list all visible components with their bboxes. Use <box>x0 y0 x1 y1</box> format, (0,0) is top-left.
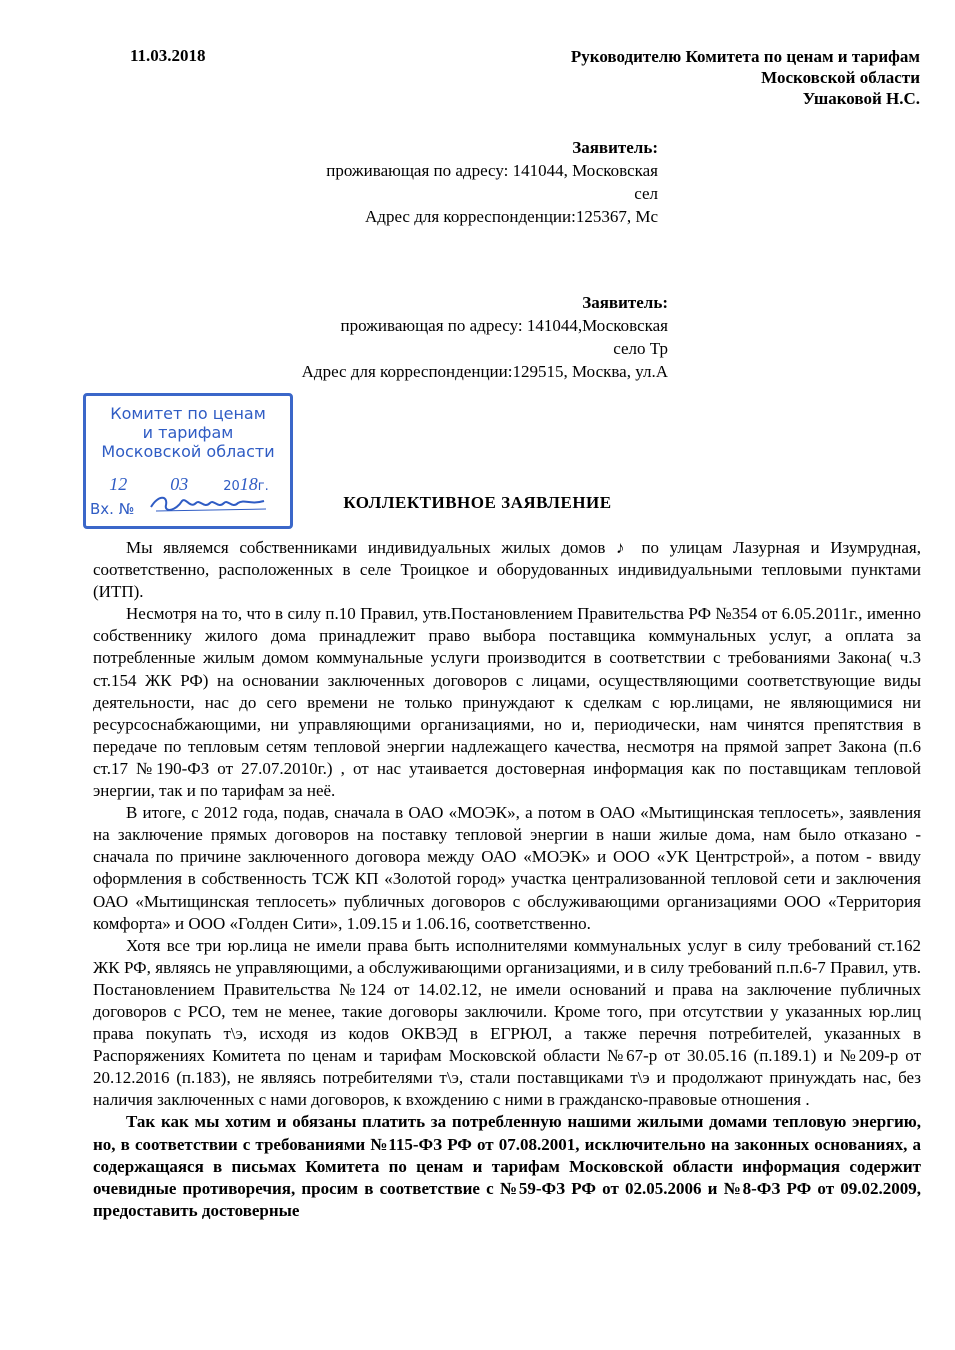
body-paragraph: В итоге, с 2012 года, подав, сначала в ОАО «МОЭК», а потом в ОАО «Мытищинская теплосеть», заявления на заключение прямых договоров на поставку тепловой энергии в наши жилые дома, нам было отказано - сначала по причине заключенного договора между ОАО «МОЭК» и ООО «УК Центрстрой», а потом - ввиду оформления в собственность ТСЖ КП «Золотой город» участка централизованной тепловой сети и заключения ОАО «Мытищинская теплосеть» публичных договоров с обслуживающими организациями ООО «Территория комфорта» и ООО «Голден Сити», 1.09.15 и 1.06.16, соответственно. <box>93 803 921 933</box>
stamp-in-number-label: Вх. № <box>90 500 135 518</box>
applicant-block-2 <box>0 291 668 383</box>
stamp-line: Московской области <box>101 442 275 461</box>
applicant-heading: Заявитель: <box>572 138 658 157</box>
addressee-block <box>571 46 920 109</box>
applicant-address-line: проживающая по адресу: 141044, Московская <box>326 161 658 180</box>
body-paragraph: Мы являемся собственниками индивидуальных жилых домов ♪ по улицам Лазурная и Изумрудная, соответственно, расположенных в селе Троицкое и оборудованных индивидуальными тепловыми пунктами (ИТП). <box>93 538 921 602</box>
applicant-heading: Заявитель: <box>582 293 668 312</box>
applicant-address-line: проживающая по адресу: 141044,Московская <box>340 316 668 335</box>
stamp-year: 18 <box>239 474 258 494</box>
body-paragraph: Хотя все три юр.лица не имели права быть исполнителями коммунальных услуг в силу требований ст.162 ЖК РФ, являясь не управляющими, а обслуживающими организациями, и в силу требований п.п.6-7 Правил, утв. Постановлением Правительства №124 от 14.02.12, не имели оснований и права на заключение публичных договоров с РСО, тем не менее, такие договоры заключили. Кроме того, при отсутствии у указанных юр.лиц права покупать т\э, исходя из кодов ОКВЭД в ЕГРЮЛ, а также перечня потребителей, указанных в Распоряжениях Комитета по ценам и тарифам Московской области №67-р от 30.05.16 (п.189.1) и №209-р от 20.12.2016 (п.183), не являясь потребителями т\э, стали поставщиками т\э и продолжают принуждать нас, без наличия заключенных с нами договоров, к вхождению с ними в гражданско-правовые отношения . <box>93 935 921 1110</box>
body-paragraph-request: Так как мы хотим и обязаны платить за потребленную нашими жилыми домами тепловую энергию, но, в соответствии с требованиями №115-ФЗ РФ от 07.08.2001, исключительно на законных основаниях, а содержащаяся в письмах Комитета по ценам и тарифам Московской области информация содержит очевидные противоречия, просим в соответствие с №59-ФЗ РФ от 02.05.2006 и №8-ФЗ РФ от 09.02.2009, предоставить достоверные <box>93 1112 921 1220</box>
stamp-day: 12 <box>109 474 128 494</box>
applicant-correspondence-line: Адрес для корреспонденции:129515, Москва, ул.А <box>301 362 668 381</box>
applicant-address-line: сел <box>634 184 658 203</box>
stamp-year-prefix: 20 <box>223 479 240 494</box>
stamp-year-suffix: г. <box>257 479 269 494</box>
body-paragraph: Несмотря на то, что в силу п.10 Правил, утв.Постановлением Правительства РФ №354 от 6.05.2011г., именно собственнику жилого дома принадлежит право выбора поставщика коммунальных услуг, а оплата за потребленные жилым домом коммунальные услуги производится в соответствии с требованиями Закона( ч.3 ст.154 ЖК РФ) на основании заключенных договоров с лицами, осуществляющими соответствующие виды деятельности, нас до сего времени не только принуждают к сделкам с юр.лицами, не являющимися ни ресурсоснабжающими, ни управляющими организациями, но и, периодически, нам чинятся препятствия в передаче по тепловым сетям тепловой энергии надлежащего качества, несмотря на прямой запрет Закона (п.6 ст.17 №190-ФЗ от 27.07.2010г.) , от нас утаивается достоверная информация как по поставщикам тепловой энергии, так и по тарифам за неё. <box>93 604 921 801</box>
document-title: КОЛЛЕКТИВНОЕ ЗАЯВЛЕНИЕ <box>343 493 612 512</box>
applicant-correspondence-line: Адрес для корреспонденции:125367, Мс <box>365 207 658 226</box>
applicant-block-1 <box>0 136 658 228</box>
stamp-month: 03 <box>170 474 189 494</box>
applicant-address-line: село Тр <box>613 339 668 358</box>
document-date: 11.03.2018 <box>130 46 206 65</box>
addressee-line: Московской области <box>761 68 920 87</box>
stamp-line: и тарифам <box>142 423 234 442</box>
addressee-line: Ушаковой Н.С. <box>802 89 920 108</box>
document-body <box>93 537 921 1222</box>
addressee-line: Руководителю Комитета по ценам и тарифам <box>570 47 920 66</box>
stamp-line: Комитет по ценам <box>110 404 266 423</box>
